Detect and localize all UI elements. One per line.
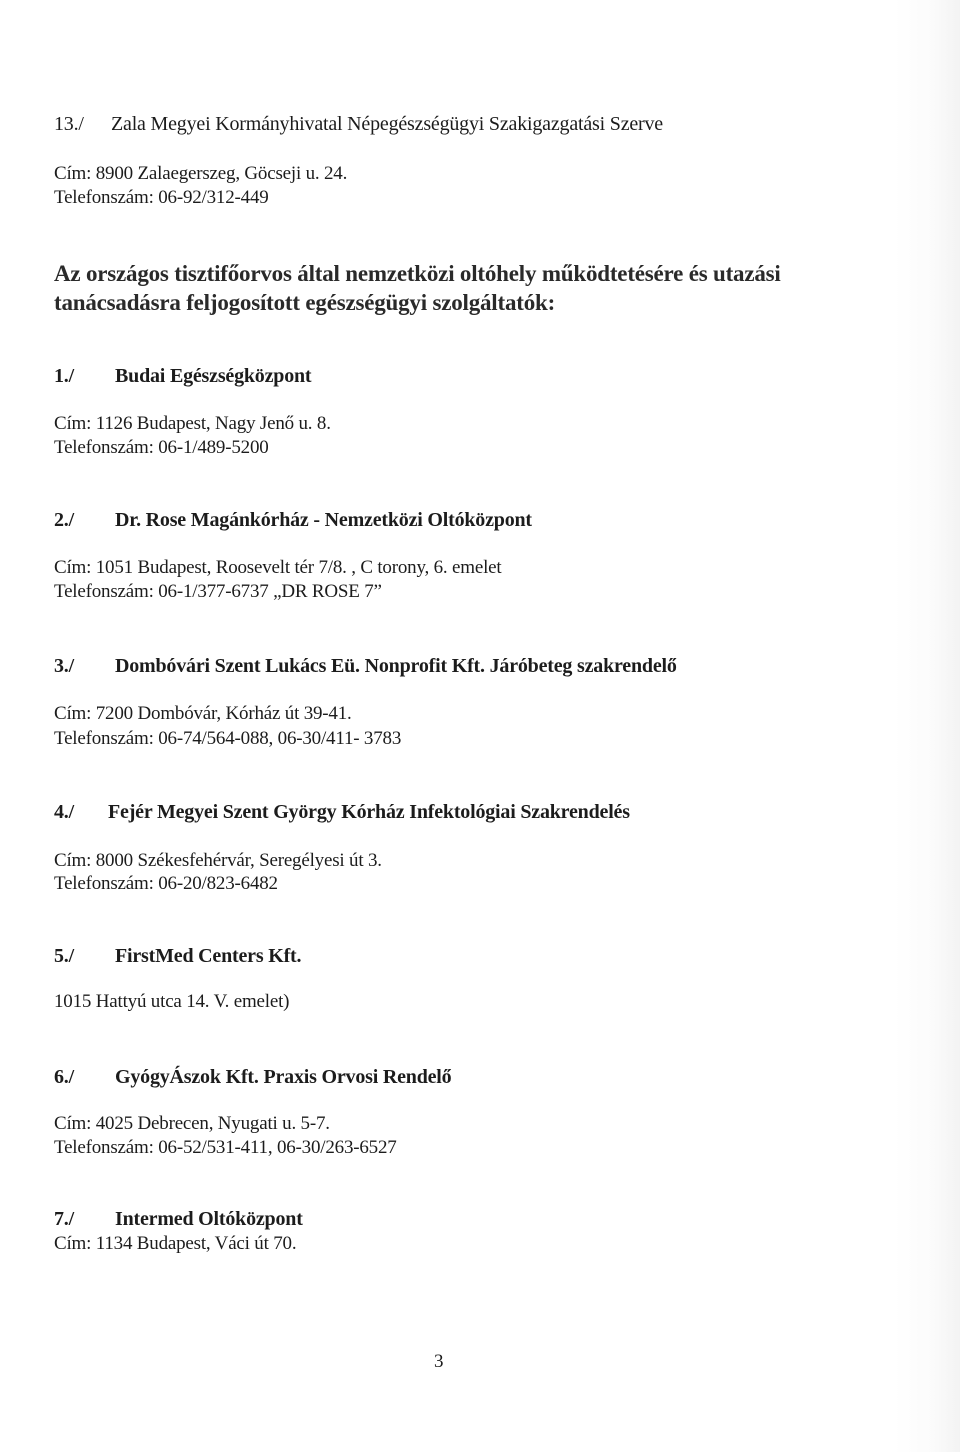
- provider-1-phone: Telefonszám: 06-1/489-5200: [54, 437, 269, 458]
- provider-3-phone: Telefonszám: 06-74/564-088, 06-30/411- 3783: [54, 728, 402, 749]
- provider-6-phone: Telefonszám: 06-52/531-411, 06-30/263-6527: [54, 1137, 397, 1158]
- provider-2-phone: Telefonszám: 06-1/377-6737 „DR ROSE 7”: [54, 581, 382, 602]
- provider-number: 2./: [54, 509, 74, 531]
- entry-13-phone: Telefonszám: 06-92/312-449: [54, 187, 269, 208]
- page-number: 3: [434, 1351, 444, 1372]
- provider-3-heading: [54, 655, 774, 683]
- provider-4-address: Cím: 8000 Székesfehérvár, Seregélyesi út 3.: [54, 850, 382, 871]
- provider-number: 4./: [54, 801, 74, 823]
- provider-number: 3./: [54, 655, 74, 677]
- provider-2-address: Cím: 1051 Budapest, Roosevelt tér 7/8. , C torony, 6. emelet: [54, 557, 502, 578]
- provider-7-heading: [54, 1208, 774, 1236]
- provider-5-address: 1015 Hattyú utca 14. V. emelet): [54, 991, 290, 1012]
- page-edge-shadow: [894, 0, 960, 1452]
- provider-6-address: Cím: 4025 Debrecen, Nyugati u. 5-7.: [54, 1113, 330, 1134]
- provider-number: 1./: [54, 365, 74, 387]
- provider-number: 6./: [54, 1066, 74, 1088]
- provider-7-address: Cím: 1134 Budapest, Váci út 70.: [54, 1233, 297, 1254]
- provider-number: 7./: [54, 1208, 74, 1230]
- provider-title: GyógyÁszok Kft. Praxis Orvosi Rendelő: [115, 1066, 452, 1088]
- intro-line-2: tanácsadásra feljogosított egészségügyi szolgáltatók:: [54, 290, 556, 315]
- entry-title: Zala Megyei Kormányhivatal Népegészségügyi Szakigazgatási Szerve: [111, 113, 663, 135]
- provider-1-heading: [54, 365, 774, 393]
- entry-number: 13./: [54, 113, 84, 135]
- provider-3-address: Cím: 7200 Dombóvár, Kórház út 39-41.: [54, 703, 352, 724]
- provider-4-phone: Telefonszám: 06-20/823-6482: [54, 873, 278, 894]
- entry-13-address: Cím: 8900 Zalaegerszeg, Göcseji u. 24.: [54, 163, 348, 184]
- entry-13-heading: [54, 113, 774, 141]
- provider-title: Budai Egészségközpont: [115, 365, 312, 387]
- provider-title: FirstMed Centers Kft.: [115, 945, 302, 967]
- provider-title: Dombóvári Szent Lukács Eü. Nonprofit Kft. Járóbeteg szakrendelő: [115, 655, 677, 677]
- provider-2-heading: [54, 509, 774, 537]
- provider-number: 5./: [54, 945, 74, 967]
- provider-5-heading: [54, 945, 774, 973]
- provider-6-heading: [54, 1066, 774, 1094]
- provider-1-address: Cím: 1126 Budapest, Nagy Jenő u. 8.: [54, 413, 331, 434]
- provider-title: Fejér Megyei Szent György Kórház Infektológiai Szakrendelés: [108, 801, 630, 823]
- provider-4-heading: [54, 801, 774, 829]
- provider-title: Intermed Oltóközpont: [115, 1208, 303, 1230]
- intro-line-1: Az országos tisztifőorvos által nemzetközi oltóhely működtetésére és utazási: [54, 261, 781, 286]
- provider-title: Dr. Rose Magánkórház - Nemzetközi Oltóközpont: [115, 509, 532, 531]
